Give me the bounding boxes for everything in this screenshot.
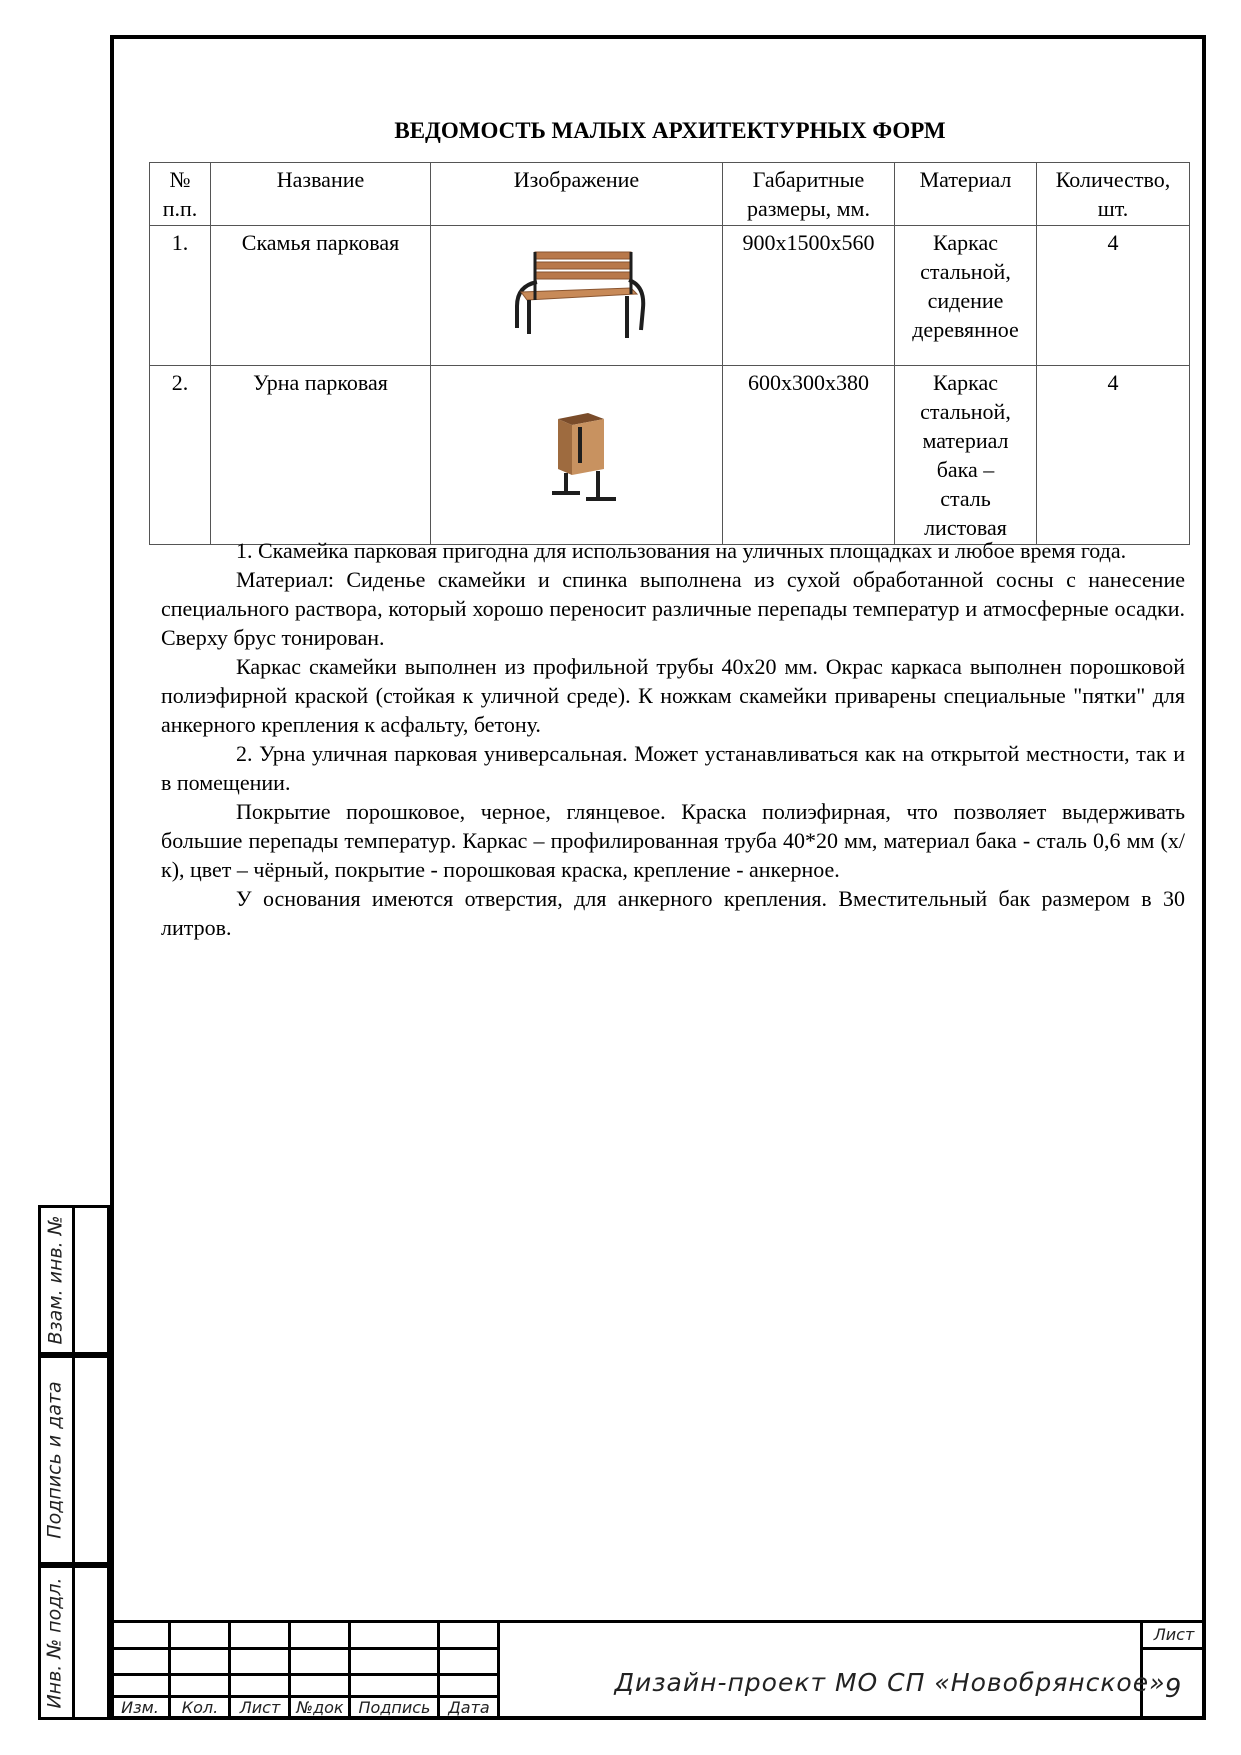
note-paragraph: Каркас скамейки выполнен из профильной трубы 40х20 мм. Окрас каркаса выполнен порошковой полиэфирной краской (стойкая к уличной среде). К ножкам скамейки приварены специальные "пятки" для анкерного крепления к асфальту, бетону. bbox=[161, 654, 1185, 737]
side-label-inv: Инв. № подл. bbox=[44, 1576, 66, 1709]
stamp-podpis: Подпись bbox=[358, 1698, 431, 1717]
title-block bbox=[110, 1620, 1206, 1720]
row-material: Каркас стальной, сидение деревянное bbox=[895, 226, 1037, 366]
table-row bbox=[150, 366, 1190, 545]
note-paragraph: Покрытие порошковое, черное, глянцевое. Краска полиэфирная, что позволяет выдерживать большие перепады температур. Каркас – профилированная труба 40*20 мм, материал бака - сталь 0,6 мм (х/к), цвет – чёрный, покрытие - порошковая краска, крепление - анкерное. bbox=[161, 799, 1185, 882]
row-qty: 4 bbox=[1037, 226, 1190, 366]
row-num: 1. bbox=[150, 226, 211, 366]
header-material: Материал bbox=[895, 163, 1037, 226]
header-dims: Габаритные размеры, мм. bbox=[723, 163, 895, 226]
header-num: № п.п. bbox=[150, 163, 211, 226]
row-image bbox=[431, 366, 723, 545]
header-qty: Количество, шт. bbox=[1037, 163, 1190, 226]
stamp-line bbox=[1140, 1647, 1206, 1650]
stamp-line bbox=[348, 1620, 351, 1720]
note-paragraph: 1. Скамейка парковая пригодна для использования на уличных площадках и любое время года. bbox=[236, 538, 1127, 563]
row-image bbox=[431, 226, 723, 366]
row-material: Каркас стальной, материал бака – сталь листовая bbox=[895, 366, 1037, 545]
bin-side bbox=[558, 419, 572, 475]
bin-frame-bar bbox=[578, 427, 582, 463]
bin-front bbox=[572, 419, 604, 475]
stamp-list: Лист bbox=[239, 1698, 281, 1717]
note-paragraph: У основания имеются отверстия, для анкерного крепления. Вместительный бак размером в 30 литров. bbox=[161, 886, 1185, 940]
stamp-sheet-label: Лист bbox=[1153, 1625, 1195, 1644]
stamp-data: Дата bbox=[448, 1698, 490, 1717]
stamp-line bbox=[228, 1620, 231, 1720]
spec-table bbox=[149, 162, 1190, 545]
park-bench-icon bbox=[507, 242, 647, 342]
side-stamp-divider bbox=[72, 1205, 75, 1720]
row-dims: 600х300х380 bbox=[723, 366, 895, 545]
table-header-row bbox=[150, 163, 1190, 226]
row-dims: 900х1500х560 bbox=[723, 226, 895, 366]
project-title: Дизайн-проект МО СП «Новобрянское» bbox=[614, 1668, 1166, 1697]
row-num: 2. bbox=[150, 366, 211, 545]
stamp-kol: Кол. bbox=[181, 1698, 219, 1717]
table-row bbox=[150, 226, 1190, 366]
bench-back-slat bbox=[535, 272, 631, 279]
page-title: ВЕДОМОСТЬ МАЛЫХ АРХИТЕКТУРНЫХ ФОРМ bbox=[394, 118, 946, 143]
stamp-line bbox=[288, 1620, 291, 1720]
stamp-line bbox=[437, 1620, 440, 1720]
stamp-line bbox=[110, 1620, 1206, 1623]
stamp-ndok: №док bbox=[296, 1698, 344, 1717]
bench-back-slat bbox=[535, 262, 631, 269]
row-name: Урна парковая bbox=[211, 366, 431, 545]
header-name: Название bbox=[211, 163, 431, 226]
side-label-vzam: Взам. инв. № bbox=[44, 1215, 67, 1345]
bench-back-slat bbox=[535, 252, 631, 259]
notes-section bbox=[161, 536, 1185, 942]
row-qty: 4 bbox=[1037, 366, 1190, 545]
side-label-podpis: Подпись и дата bbox=[44, 1381, 67, 1539]
note-paragraph: 2. Урна уличная парковая универсальная. Может устанавливаться как на открытой местности, так и в помещении. bbox=[161, 741, 1185, 795]
stamp-izm: Изм. bbox=[121, 1698, 159, 1717]
header-image: Изображение bbox=[431, 163, 723, 226]
sheet-number: 9 bbox=[1164, 1674, 1182, 1704]
trash-bin-icon bbox=[522, 397, 632, 507]
row-name: Скамья парковая bbox=[211, 226, 431, 366]
bench-seat bbox=[521, 288, 637, 300]
stamp-line bbox=[497, 1620, 500, 1720]
stamp-line bbox=[168, 1620, 171, 1720]
note-paragraph: Материал: Сиденье скамейки и спинка выполнена из сухой обработанной сосны с нанесение специального раствора, который хорошо переносит различные перепады температур и атмосферные осадки. Сверху брус тонирован. bbox=[161, 567, 1185, 650]
